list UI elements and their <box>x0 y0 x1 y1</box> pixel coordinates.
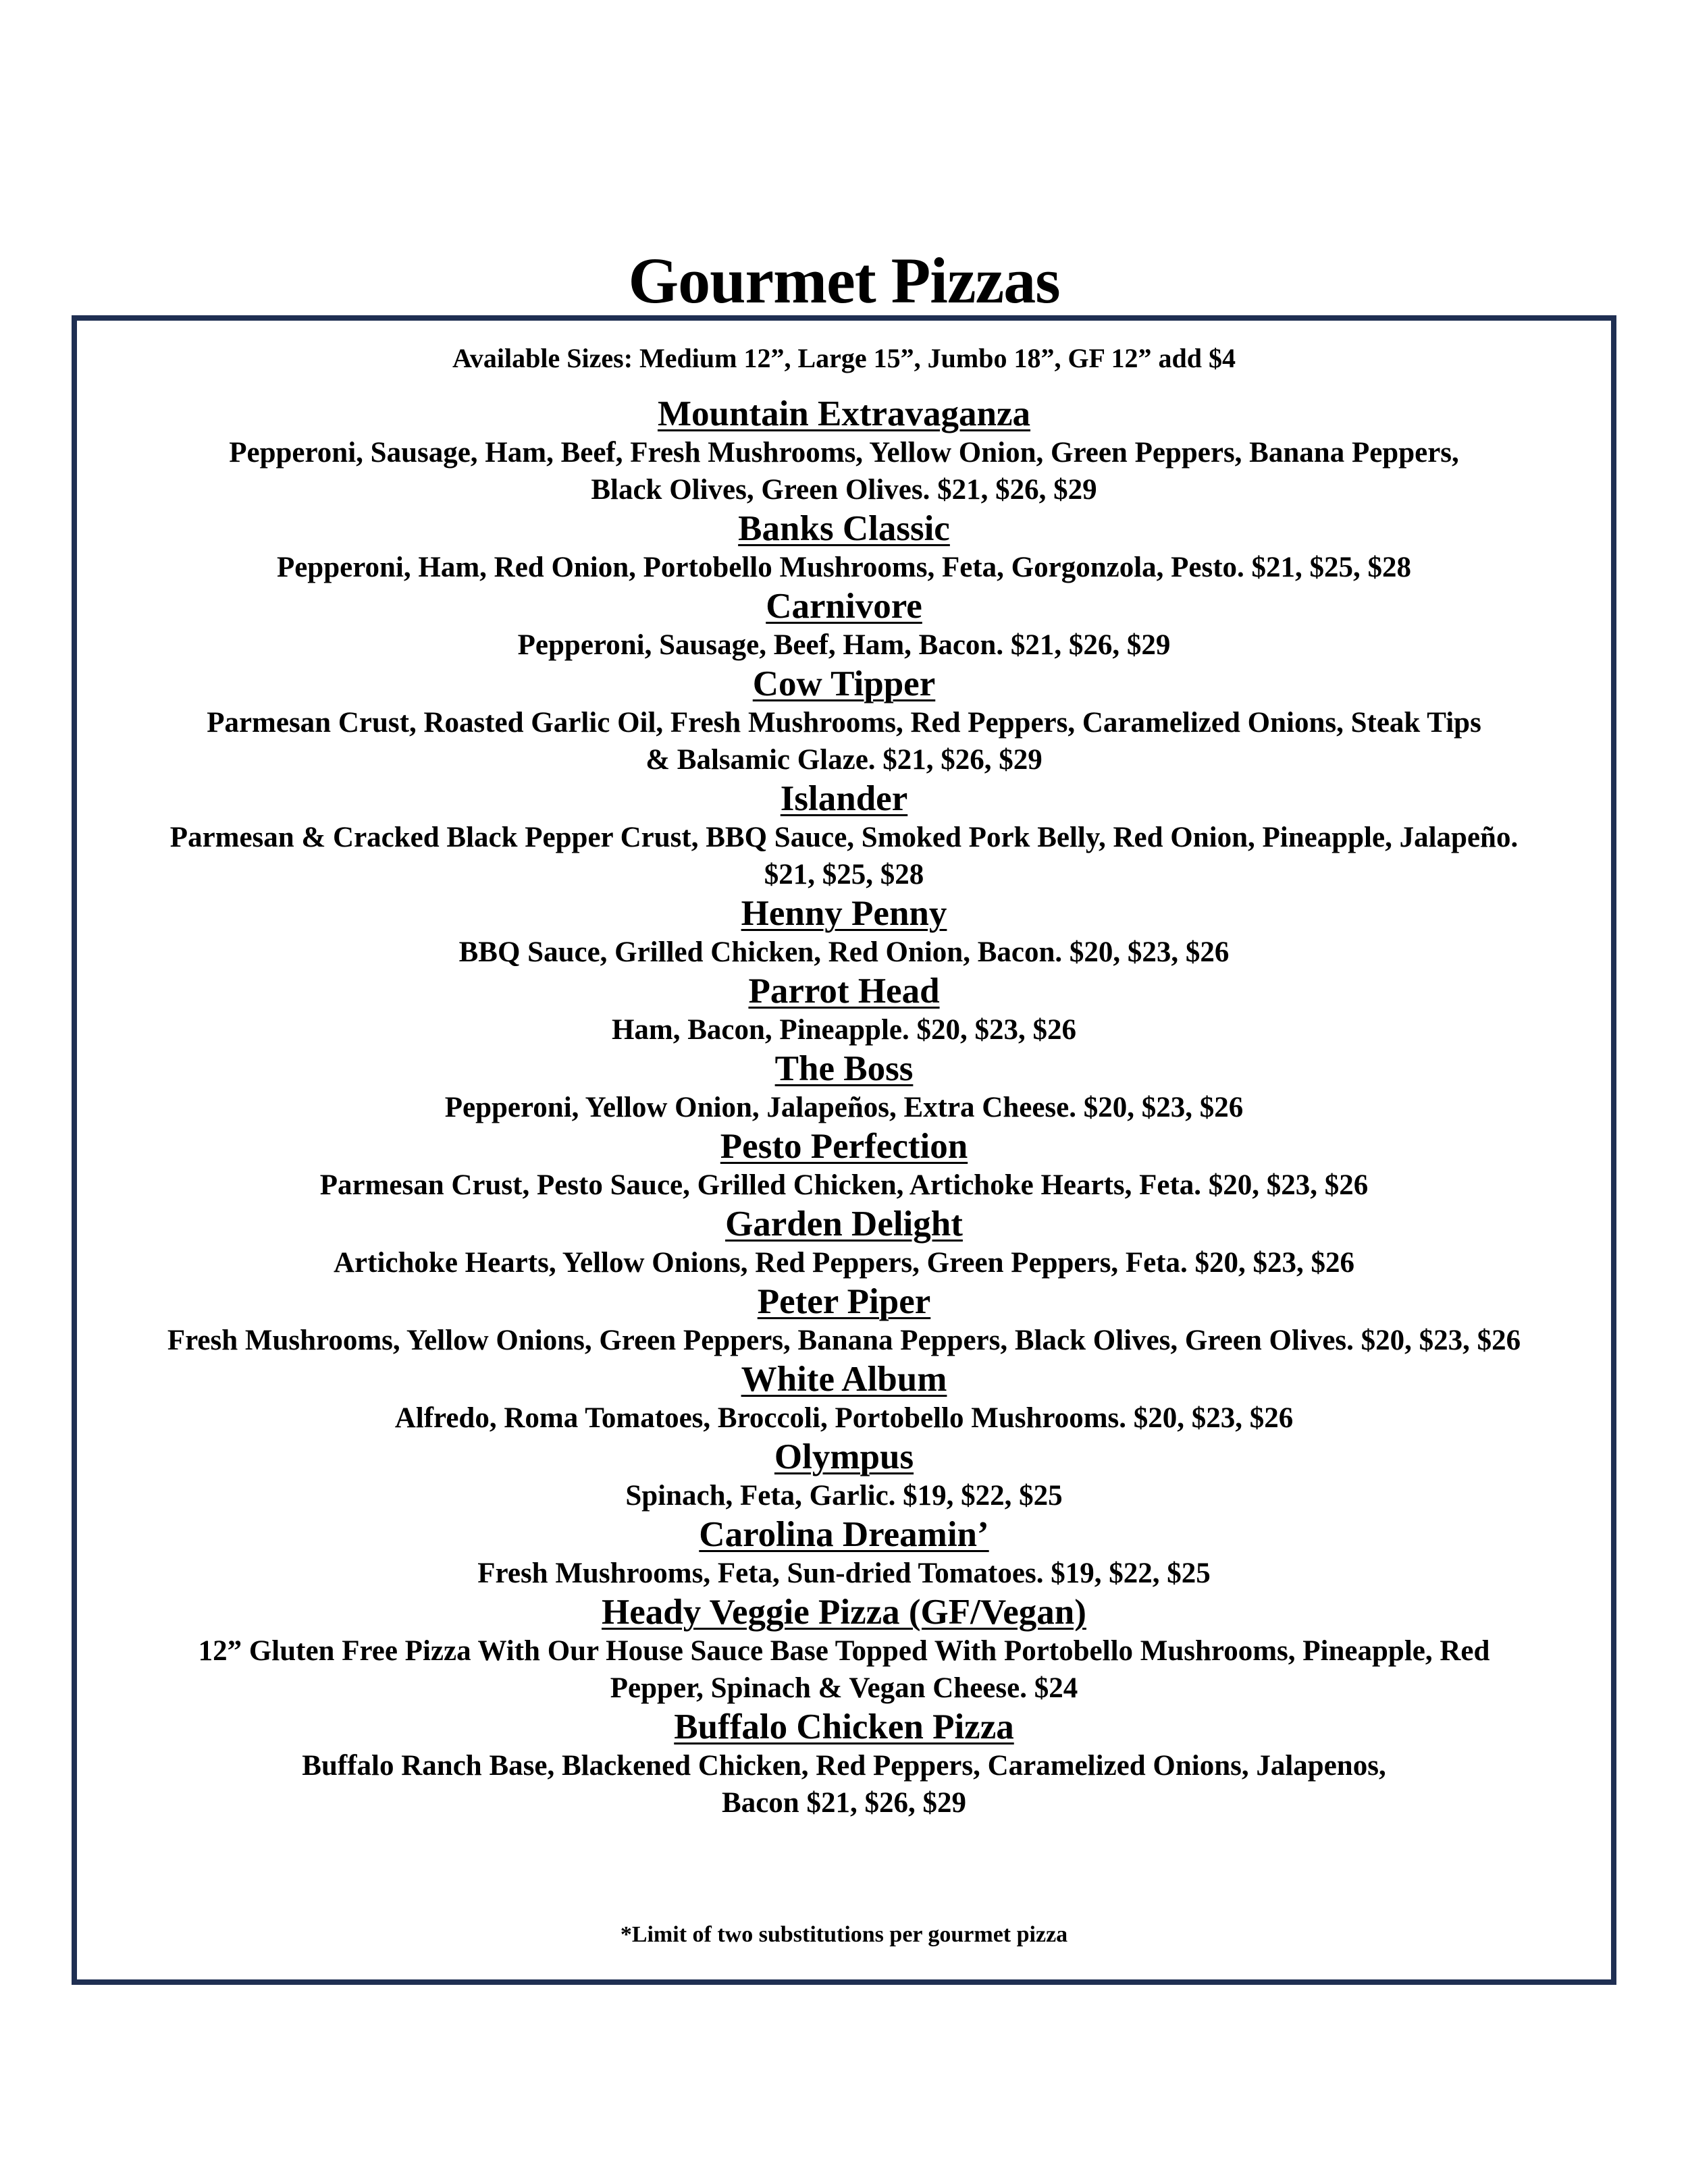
menu-item-description <box>77 1244 1611 1281</box>
menu-item-name: Parrot Head <box>748 971 940 1011</box>
description-line: Fresh Mushrooms, Feta, Sun-dried Tomatoes. $19, $22, $25 <box>477 1557 1211 1589</box>
description-line: BBQ Sauce, Grilled Chicken, Red Onion, Bacon. $20, $23, $26 <box>458 936 1230 968</box>
menu-item-description <box>77 1632 1611 1707</box>
menu-item-description <box>77 1555 1611 1592</box>
menu-item <box>77 586 1611 664</box>
menu-box <box>72 315 1616 1985</box>
menu-item <box>77 778 1611 893</box>
menu-item <box>77 971 1611 1048</box>
description-line: Buffalo Ranch Base, Blackened Chicken, Red Peppers, Caramelized Onions, Jalapenos, <box>302 1750 1386 1782</box>
description-line: Spinach, Feta, Garlic. $19, $22, $25 <box>625 1480 1063 1512</box>
menu-item-description <box>77 627 1611 664</box>
description-line: Pepperoni, Sausage, Beef, Ham, Bacon. $21, $26, $29 <box>517 629 1171 661</box>
menu-item-name: Henny Penny <box>741 894 947 933</box>
menu-item-name: Heady Veggie Pizza (GF/Vegan) <box>602 1593 1086 1632</box>
menu-item <box>77 893 1611 971</box>
menu-item <box>77 1592 1611 1707</box>
menu-item <box>77 1126 1611 1204</box>
substitution-footnote: *Limit of two substitutions per gourmet pizza <box>620 1922 1068 1947</box>
description-line: Pepperoni, Yellow Onion, Jalapeños, Extra Cheese. $20, $23, $26 <box>444 1092 1244 1123</box>
menu-item <box>77 1048 1611 1126</box>
menu-item-description <box>77 1477 1611 1514</box>
menu-item <box>77 1514 1611 1592</box>
menu-item-name: Pesto Perfection <box>720 1127 968 1166</box>
menu-item <box>77 1707 1611 1821</box>
description-line: Alfredo, Roma Tomatoes, Broccoli, Portobello Mushrooms. $20, $23, $26 <box>394 1402 1294 1434</box>
menu-item-description <box>77 819 1611 893</box>
menu-item <box>77 664 1611 778</box>
description-line: Pepperoni, Sausage, Ham, Beef, Fresh Mushrooms, Yellow Onion, Green Peppers, Banana Peppers, <box>229 437 1459 469</box>
description-line: Parmesan Crust, Pesto Sauce, Grilled Chicken, Artichoke Hearts, Feta. $20, $23, $26 <box>319 1169 1369 1201</box>
menu-item-name: Peter Piper <box>757 1282 931 1321</box>
description-line: Parmesan & Cracked Black Pepper Crust, BBQ Sauce, Smoked Pork Belly, Red Onion, Pineapple, Jalapeño. <box>169 822 1519 853</box>
menu-item-name: Cow Tipper <box>752 664 936 703</box>
menu-item-name: White Album <box>741 1360 947 1399</box>
menu-item-description <box>77 704 1611 778</box>
available-sizes-note: Available Sizes: Medium 12”, Large 15”, Jumbo 18”, GF 12” add $4 <box>452 343 1236 373</box>
description-line: Black Olives, Green Olives. $21, $26, $29 <box>591 474 1097 506</box>
menu-item-description <box>77 1322 1611 1359</box>
description-line: Pepper, Spinach & Vegan Cheese. $24 <box>610 1672 1078 1704</box>
menu-item-name: Garden Delight <box>725 1204 963 1244</box>
menu-item-name: Olympus <box>774 1437 914 1476</box>
menu-item-description <box>77 434 1611 508</box>
page-title: Gourmet Pizzas <box>628 244 1060 317</box>
menu-item-name: Mountain Extravaganza <box>657 394 1031 433</box>
menu-item <box>77 1281 1611 1359</box>
description-line: Parmesan Crust, Roasted Garlic Oil, Fresh Mushrooms, Red Peppers, Caramelized Onions, Steak Tips <box>207 707 1481 739</box>
menu-item-list <box>77 394 1611 1821</box>
menu-item-name: Banks Classic <box>738 509 950 548</box>
menu-item-description <box>77 1167 1611 1204</box>
description-line: & Balsamic Glaze. $21, $26, $29 <box>645 744 1043 776</box>
description-line: Artichoke Hearts, Yellow Onions, Red Peppers, Green Peppers, Feta. $20, $23, $26 <box>334 1247 1354 1279</box>
menu-item-name: Carolina Dreamin’ <box>699 1515 989 1554</box>
menu-item-name: The Boss <box>774 1049 914 1088</box>
menu-item-description <box>77 1011 1611 1048</box>
menu-item-name: Carnivore <box>766 587 922 626</box>
description-line: $21, $25, $28 <box>764 859 924 890</box>
menu-item <box>77 394 1611 508</box>
menu-item-description <box>77 1747 1611 1821</box>
menu-item-description <box>77 934 1611 971</box>
menu-item-name: Buffalo Chicken Pizza <box>674 1707 1014 1747</box>
menu-item <box>77 1437 1611 1514</box>
menu-item-description <box>77 549 1611 586</box>
menu-item-description <box>77 1089 1611 1126</box>
menu-item <box>77 508 1611 586</box>
description-line: Ham, Bacon, Pineapple. $20, $23, $26 <box>611 1014 1077 1046</box>
menu-item <box>77 1204 1611 1281</box>
description-line: Fresh Mushrooms, Yellow Onions, Green Peppers, Banana Peppers, Black Olives, Green Olives. $20, $23, $26 <box>167 1325 1521 1356</box>
description-line: Bacon $21, $26, $29 <box>722 1787 966 1819</box>
menu-item <box>77 1359 1611 1437</box>
description-line: 12” Gluten Free Pizza With Our House Sauce Base Topped With Portobello Mushrooms, Pineapple, Red <box>198 1635 1490 1667</box>
menu-item-name: Islander <box>780 779 908 818</box>
menu-item-description <box>77 1400 1611 1437</box>
description-line: Pepperoni, Ham, Red Onion, Portobello Mushrooms, Feta, Gorgonzola, Pesto. $21, $25, $28 <box>276 552 1412 583</box>
